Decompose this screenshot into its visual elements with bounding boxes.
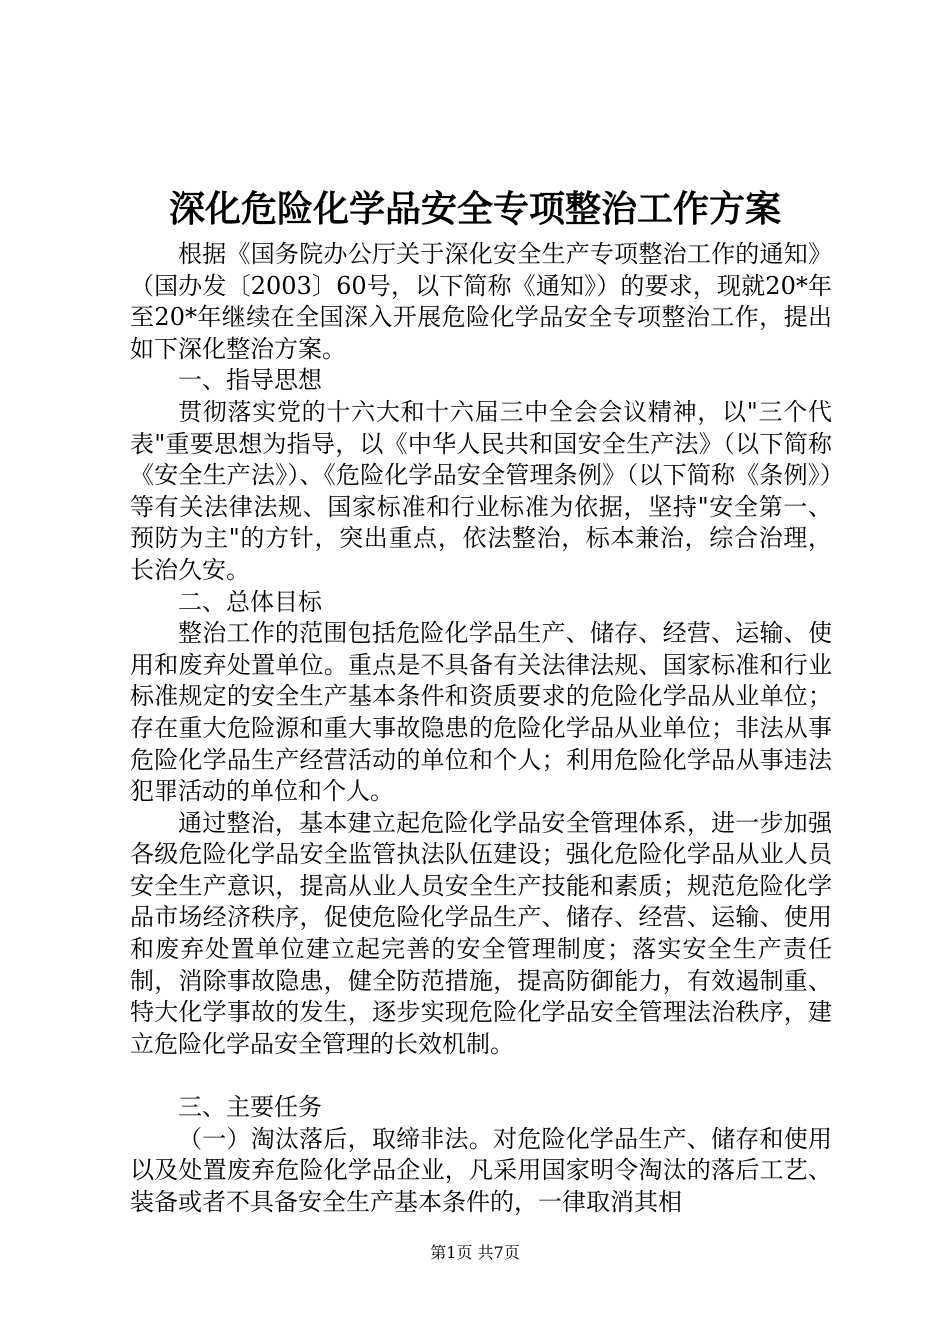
paragraph-scope: 整治工作的范围包括危险化学品生产、储存、经营、运输、使用和废弃处置单位。重点是不具备有关法律法规、国家标准和行业标准规定的安全生产基本条件和资质要求的危险化学品从业单位；存在重大危险源和重大事故隐患的危险化学品从业单位；非法从事危险化学品生产经营活动的单位和个人；利用危险化学品从事违法犯罪活动的单位和个人。 — [130, 619, 832, 806]
page-number-footer: 第1页 共7页 — [430, 1243, 520, 1262]
section-heading-guiding-ideology: 一、指导思想 — [178, 366, 322, 395]
section-heading-overall-goal: 二、总体目标 — [178, 587, 322, 616]
paragraph-spacer — [130, 1060, 832, 1092]
paragraph-intro: 根据《国务院办公厅关于深化安全生产专项整治工作的通知》（国办发〔2003〕60号，以下简称《通知》）的要求，现就20*年至20*年继续在全国深入开展危险化学品安全专项整治工作，提出如下深化整治方案。 — [130, 240, 832, 363]
document-body — [130, 239, 832, 1218]
section-heading-main-tasks: 三、主要任务 — [178, 1093, 322, 1122]
paragraph-task-one: （一）淘汰落后，取缔非法。对危险化学品生产、储存和使用以及处置废弃危险化学品企业，凡采用国家明令淘汰的落后工艺、装备或者不具备安全生产基本条件的，一律取消其相 — [130, 1124, 832, 1216]
paragraph-guiding-ideology: 贯彻落实党的十六大和十六届三中全会会议精神，以"三个代表"重要思想为指导，以《中华人民共和国安全生产法》（以下简称《安全生产法》）、《危险化学品安全管理条例》（以下简称《条例》）等有关法律法规、国家标准和行业标准为依据，坚持"安全第一、预防为主"的方针，突出重点，依法整治，标本兼治，综合治理，长治久安。 — [130, 397, 832, 584]
paragraph-goal: 通过整治，基本建立起危险化学品安全管理体系，进一步加强各级危险化学品安全监管执法队伍建设；强化危险化学品从业人员安全生产意识，提高从业人员安全生产技能和素质；规范危险化学品市场经济秩序，促使危险化学品生产、储存、经营、运输、使用和废弃处置单位建立起完善的安全管理制度；落实安全生产责任制，消除事故隐患，健全防范措施，提高防御能力，有效遏制重、特大化学事故的发生，逐步实现危险化学品安全管理法治秩序，建立危险化学品安全管理的长效机制。 — [130, 808, 832, 1058]
document-title: 深化危险化学品安全专项整治工作方案 — [168, 188, 781, 230]
